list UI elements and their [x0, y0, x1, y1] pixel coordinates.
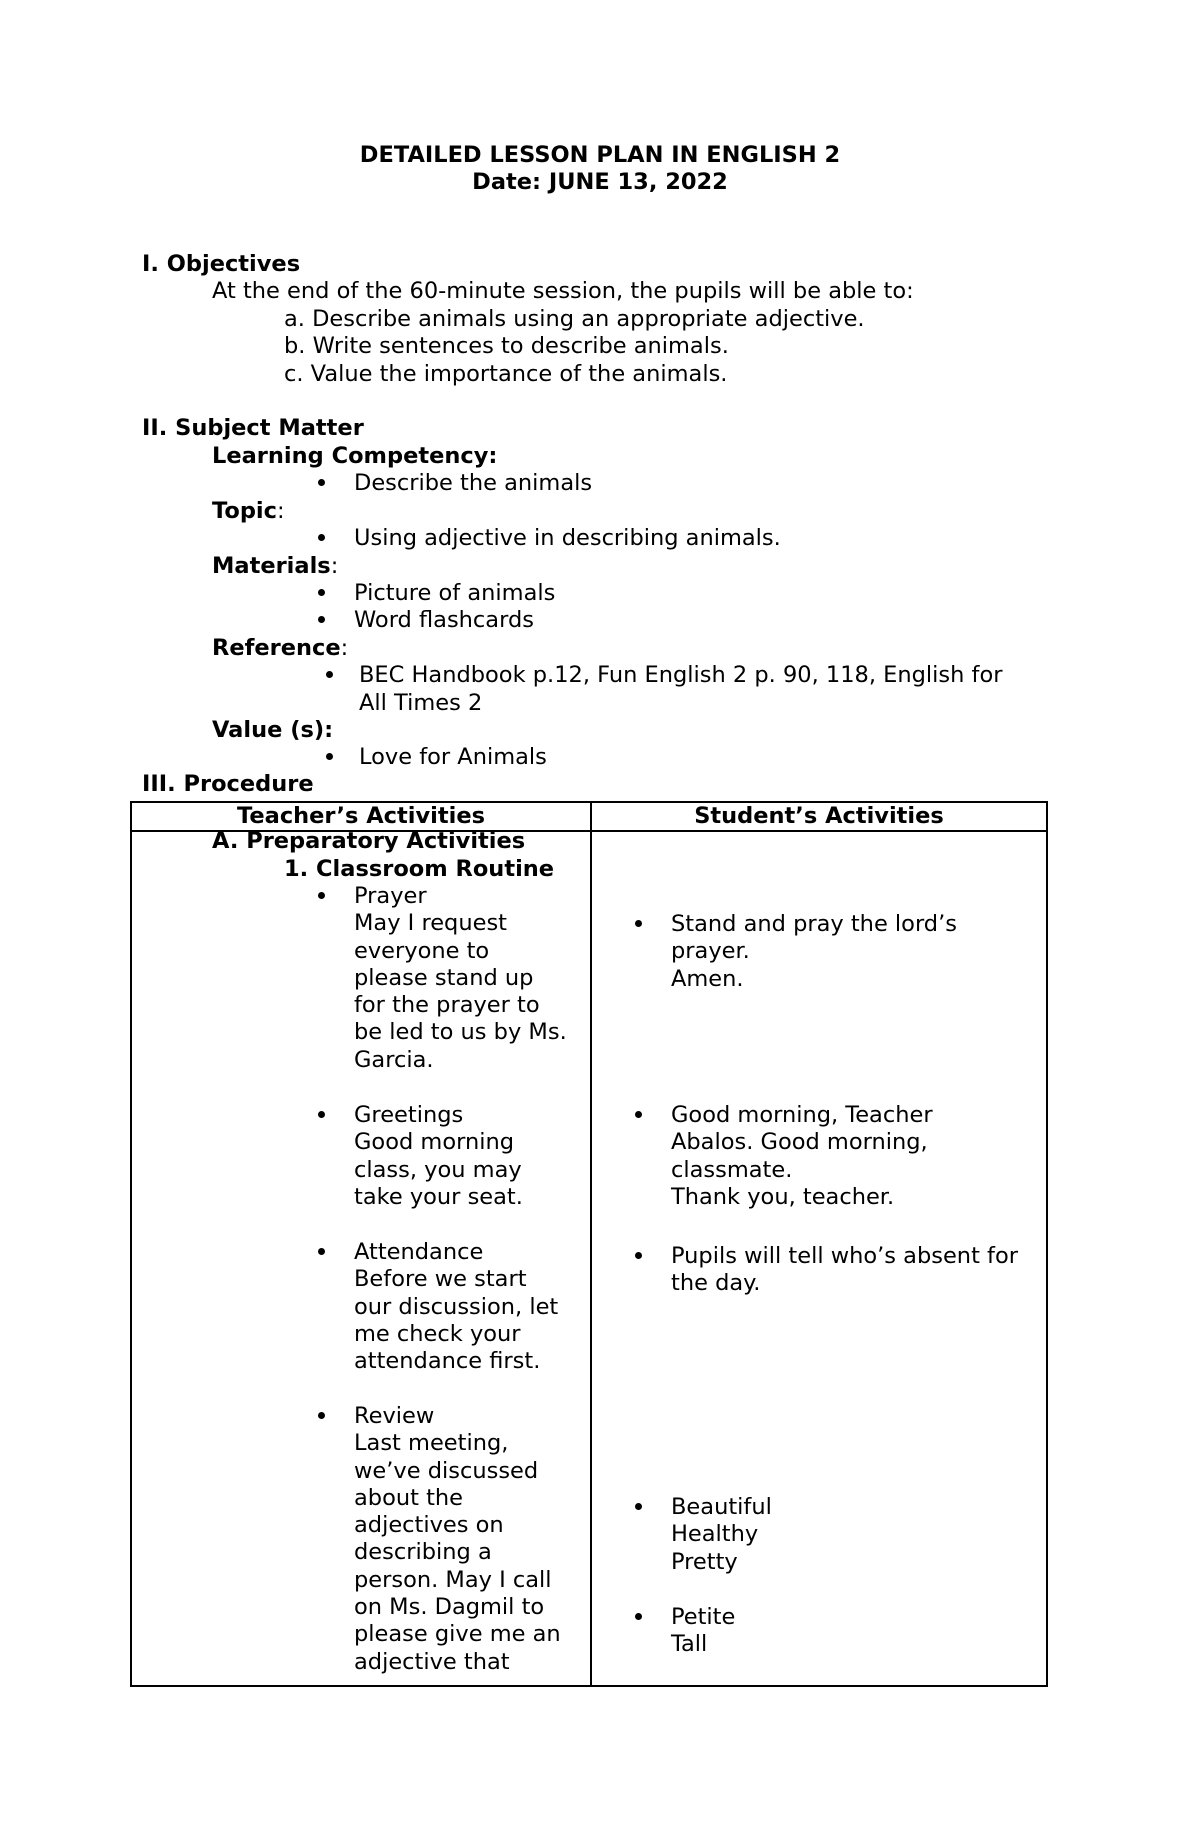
teacher-prayer-line: Garcia. [354, 1046, 434, 1073]
bullet-icon [635, 920, 642, 927]
teacher-prayer-line: please stand up [354, 964, 534, 991]
teacher-review [354, 1403, 561, 1676]
teacher-attendance-line: me check your [354, 1320, 521, 1347]
objective-item-a: a. Describe animals using an appropriate adjective. [284, 306, 865, 332]
bullet-icon [318, 892, 325, 899]
materials-line [212, 553, 338, 580]
teacher-greetings-line: take your seat. [354, 1183, 523, 1210]
teacher-attendance-line: Attendance [354, 1239, 484, 1265]
column-divider [590, 803, 592, 1685]
materials-colon: : [330, 553, 339, 579]
column-header-student: Student’s Activities [694, 803, 944, 829]
bullet-icon [326, 671, 333, 678]
materials-item: Picture of animals [354, 580, 556, 606]
bullet-icon [318, 1248, 325, 1255]
teacher-review-line: adjectives on [354, 1512, 504, 1539]
teacher-review-line: Last meeting, [354, 1430, 509, 1457]
student-greetings-line: classmate. [671, 1156, 793, 1183]
reference-text-line2: All Times 2 [359, 690, 483, 716]
teacher-review-line: adjective that [354, 1648, 510, 1675]
teacher-prayer-line: be led to us by Ms. [354, 1019, 567, 1046]
teacher-greetings-line: Good morning [354, 1129, 514, 1156]
reference-label: Reference [212, 635, 341, 661]
value-label: Value (s): [212, 717, 334, 743]
topic-label: Topic [212, 498, 277, 524]
teacher-review-line: we’ve discussed [354, 1457, 539, 1484]
bullet-icon [318, 616, 325, 623]
subject-matter-heading: II. Subject Matter [142, 415, 364, 441]
teacher-attendance-line: our discussion, let [354, 1293, 559, 1320]
bullet-icon [318, 534, 325, 541]
teacher-greetings-line: class, you may [354, 1156, 522, 1183]
bullet-icon [318, 1412, 325, 1419]
bullet-icon [318, 589, 325, 596]
teacher-review-line: about the [354, 1484, 463, 1511]
bullet-icon [635, 1613, 642, 1620]
competency-item: Describe the animals [354, 470, 593, 496]
student-review-adjectives-1 [671, 1494, 772, 1576]
bullet-icon [318, 1111, 325, 1118]
student-greetings [671, 1102, 933, 1211]
teacher-attendance-line: Before we start [354, 1266, 527, 1293]
value-item: Love for Animals [359, 744, 547, 770]
student-review-line: Beautiful [671, 1494, 772, 1520]
bullet-icon [635, 1252, 642, 1259]
teacher-prayer [354, 883, 567, 1074]
student-attendance [671, 1243, 1018, 1298]
bullet-icon [318, 479, 325, 486]
student-greetings-line: Thank you, teacher. [671, 1183, 895, 1210]
objective-item-b: b. Write sentences to describe animals. [284, 333, 729, 359]
teacher-greetings [354, 1102, 523, 1211]
student-review-line: Petite [671, 1604, 736, 1630]
student-prayer-line: Stand and pray the lord’s [671, 911, 957, 937]
reference-colon: : [340, 635, 349, 661]
student-greetings-line: Good morning, Teacher [671, 1102, 933, 1128]
student-attendance-line: Pupils will tell who’s absent for [671, 1243, 1018, 1269]
teacher-prayer-line: May I request [354, 910, 507, 937]
materials-label: Materials [212, 553, 331, 579]
student-prayer-line: prayer. [671, 938, 750, 965]
student-review-adjectives-2 [671, 1604, 735, 1659]
preparatory-activities-heading: A. Preparatory Activities [212, 828, 526, 854]
student-greetings-line: Abalos. Good morning, [671, 1129, 928, 1156]
teacher-review-line: Review [354, 1403, 435, 1429]
teacher-attendance [354, 1239, 558, 1375]
materials-item: Word flashcards [354, 607, 534, 633]
bullet-icon [326, 753, 333, 760]
reference-text-line1: BEC Handbook p.12, Fun English 2 p. 90, 118, English for [359, 662, 1003, 688]
student-review-line: Healthy [671, 1521, 759, 1548]
topic-line [212, 498, 285, 525]
teacher-prayer-line: for the prayer to [354, 992, 540, 1019]
student-review-line: Pretty [671, 1548, 738, 1575]
bullet-icon [635, 1503, 642, 1510]
teacher-greetings-line: Greetings [354, 1102, 464, 1128]
bullet-icon [635, 1111, 642, 1118]
topic-colon: : [276, 498, 285, 524]
procedure-heading: III. Procedure [142, 771, 314, 797]
teacher-review-line: on Ms. Dagmil to [354, 1594, 545, 1621]
student-attendance-line: the day. [671, 1270, 761, 1297]
student-review-line: Tall [671, 1631, 708, 1658]
column-header-teacher: Teacher’s Activities [237, 803, 485, 829]
objective-item-c: c. Value the importance of the animals. [284, 361, 728, 387]
student-prayer [671, 911, 957, 993]
teacher-review-line: please give me an [354, 1621, 561, 1648]
reference-line [212, 635, 348, 662]
student-prayer-line: Amen. [671, 965, 744, 992]
teacher-attendance-line: attendance first. [354, 1348, 541, 1375]
competency-label: Learning Competency: [212, 443, 498, 469]
teacher-review-line: describing a [354, 1539, 492, 1566]
teacher-review-line: person. May I call [354, 1566, 552, 1593]
topic-item: Using adjective in describing animals. [354, 525, 781, 551]
document-title: DETAILED LESSON PLAN IN ENGLISH 2 [359, 142, 841, 168]
document-date: Date: JUNE 13, 2022 [472, 169, 728, 195]
objectives-intro: At the end of the 60-minute session, the pupils will be able to: [212, 278, 914, 304]
teacher-prayer-line: everyone to [354, 937, 490, 964]
teacher-prayer-line: Prayer [354, 883, 427, 909]
classroom-routine-heading: 1. Classroom Routine [284, 856, 555, 882]
objectives-heading: I. Objectives [142, 251, 301, 277]
